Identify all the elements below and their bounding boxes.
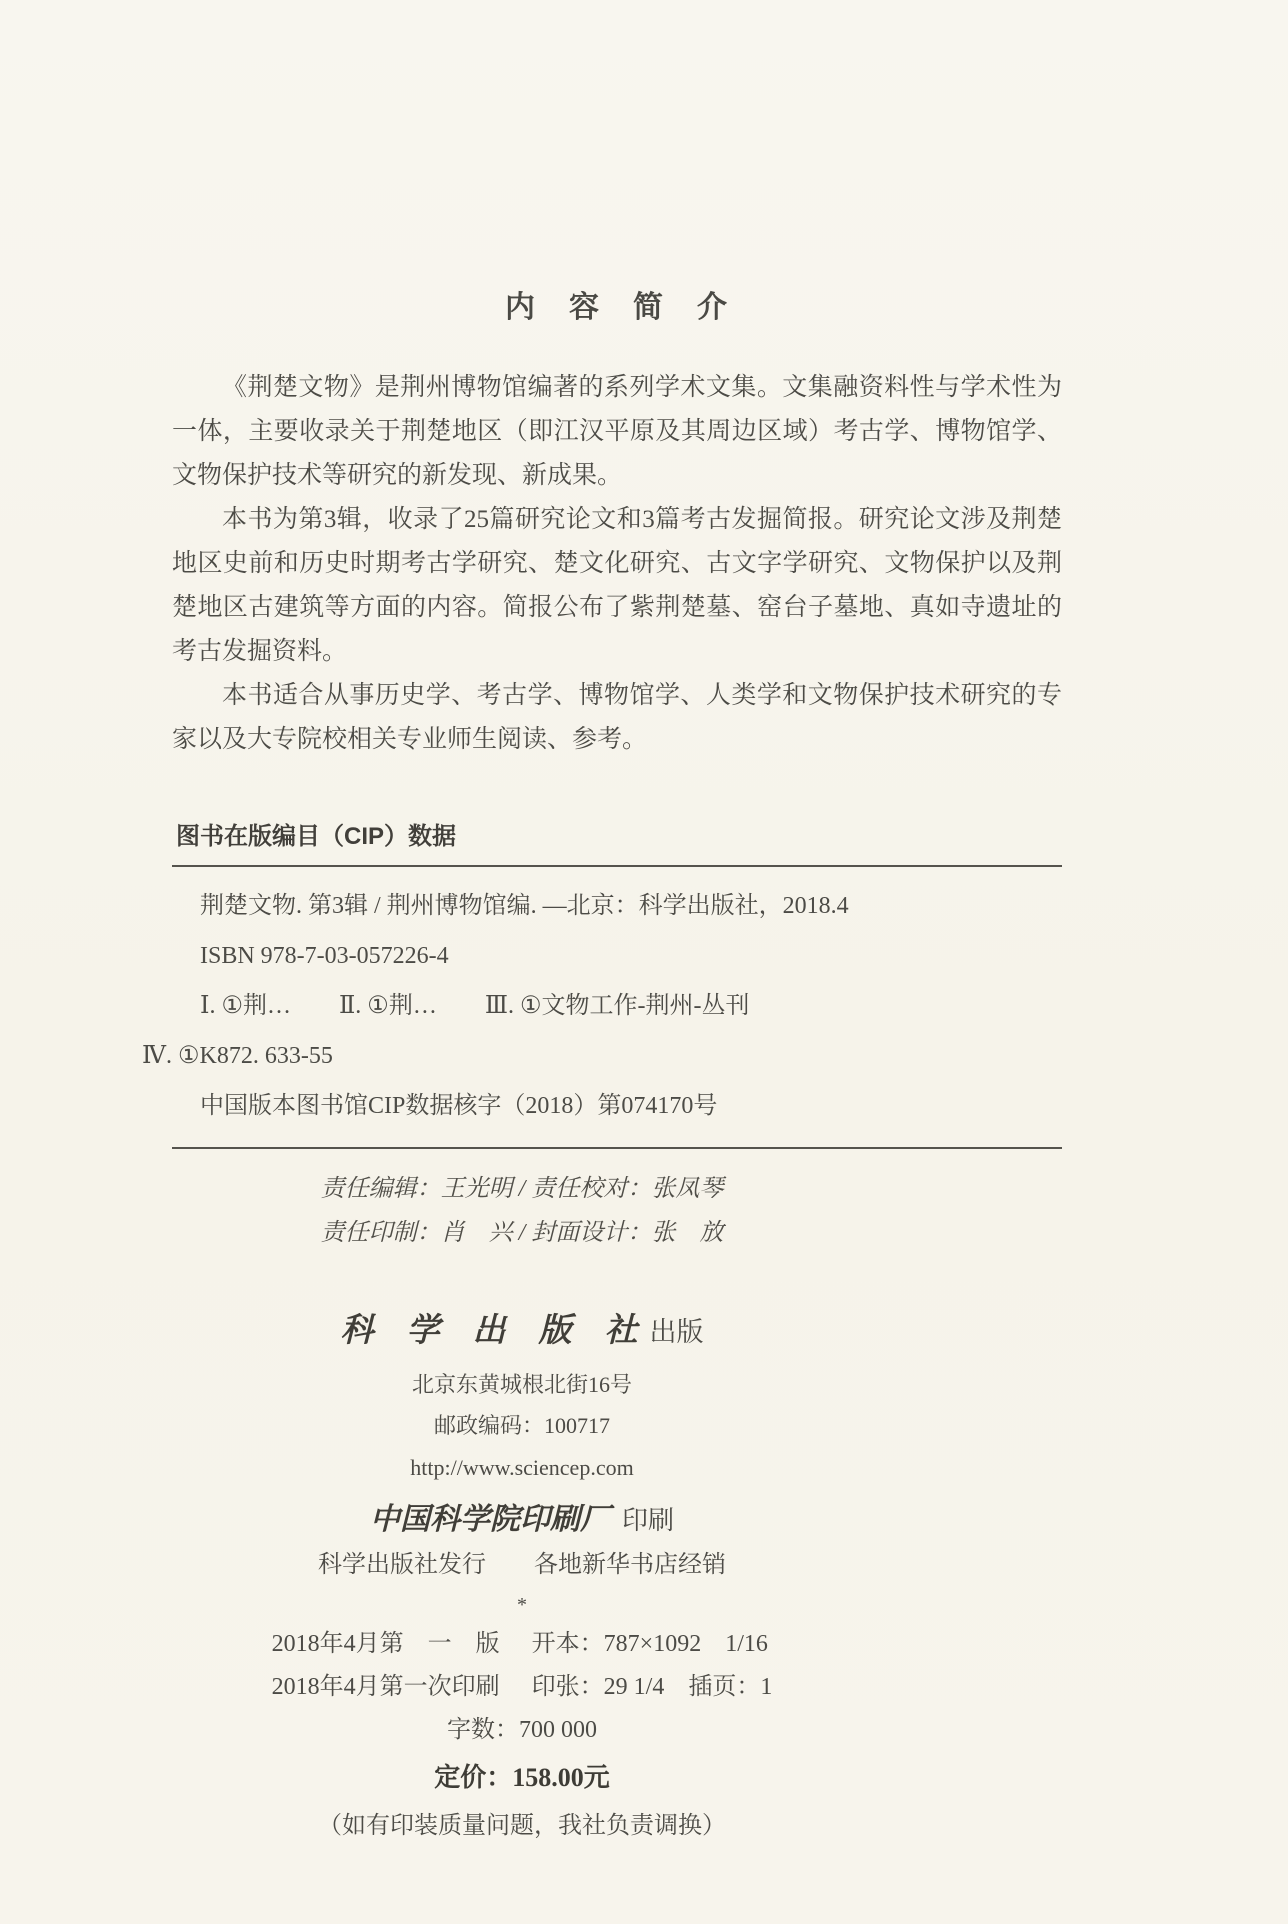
intro-paragraph-1: 《荆楚文物》是荆州博物馆编著的系列学术文集。文集融资料性与学术性为一体，主要收录关于荆楚地区（即江汉平原及其周边区域）考古学、博物馆学、文物保护技术等研究的新发现、新成果。 xyxy=(172,374,1062,489)
staff-line-editors: 责任编辑：王光明 / 责任校对：张凤琴 xyxy=(320,1176,724,1202)
content-column xyxy=(142,282,1062,1848)
format-size: 开本：787×1092 1/16 xyxy=(531,1631,768,1657)
cip-classification-2: Ⅳ. ①K872. 633-55 xyxy=(142,1043,333,1069)
publisher-role-label: 出版 xyxy=(649,1317,704,1347)
publisher-postcode: 邮政编码：100717 xyxy=(433,1413,610,1438)
publisher-website: http://www.sciencep.com xyxy=(410,1455,634,1480)
intro-section xyxy=(172,366,1062,762)
colophon-section xyxy=(172,1167,872,1848)
cip-header: 图书在版编目（CIP）数据 xyxy=(176,823,457,850)
staff-line-design: 责任印制：肖 兴 / 封面设计：张 放 xyxy=(320,1220,724,1246)
page-title: 内 容 简 介 xyxy=(505,291,729,324)
publisher-name-line xyxy=(172,1311,872,1352)
cip-body xyxy=(142,867,1062,1147)
divider-line-bottom xyxy=(172,1147,1062,1149)
printer-line xyxy=(172,1498,872,1543)
publisher-logo-text: 科 学 出 版 社 xyxy=(340,1313,638,1349)
price: 定价：158.00元 xyxy=(434,1763,610,1792)
edition-grid xyxy=(272,1623,773,1709)
edition-date: 2018年4月第 一 版 xyxy=(271,1631,500,1657)
cip-title-line: 荆楚文物. 第3辑 / 荆州博物馆编. —北京：科学出版社，2018.4 xyxy=(200,893,849,919)
quality-note: （如有印装质量问题，我社负责调换） xyxy=(318,1813,726,1839)
cip-registry-number: 中国版本图书馆CIP数据核字（2018）第074170号 xyxy=(200,1093,718,1119)
word-count: 字数：700 000 xyxy=(447,1717,597,1743)
cip-section xyxy=(142,816,1062,1149)
asterisk-divider: * xyxy=(517,1594,527,1616)
printing-date: 2018年4月第一次印刷 xyxy=(271,1674,500,1700)
intro-paragraph-2: 本书为第3辑，收录了25篇研究论文和3篇考古发掘简报。研究论文涉及荆楚地区史前和历史时期考古学研究、楚文化研究、古文字学研究、文物保护以及荆楚地区古建筑等方面的内容。简报公布了紫荆楚墓、窑台子墓地、真如寺遗址的考古发掘资料。 xyxy=(172,506,1062,665)
cip-classification-1: Ⅰ. ①荆… Ⅱ. ①荆… Ⅲ. ①文物工作-荆州-丛刊 xyxy=(200,993,750,1019)
intro-paragraph-3: 本书适合从事历史学、考古学、博物馆学、人类学和文物保护技术研究的专家以及大专院校相关专业师生阅读、参考。 xyxy=(172,682,1062,753)
staff-credits xyxy=(172,1167,872,1255)
cip-isbn: ISBN 978-7-03-057226-4 xyxy=(200,943,449,969)
printer-role-label: 印刷 xyxy=(621,1506,674,1535)
printer-logo-text: 中国科学院印刷厂 xyxy=(369,1503,610,1536)
publisher-address: 北京东黄城根北街16号 xyxy=(411,1372,632,1397)
distribution-line: 科学出版社发行 各地新华书店经销 xyxy=(318,1552,726,1578)
sheets-inserts: 印张：29 1/4 插页：1 xyxy=(531,1674,773,1700)
edition-info xyxy=(172,1623,872,1709)
